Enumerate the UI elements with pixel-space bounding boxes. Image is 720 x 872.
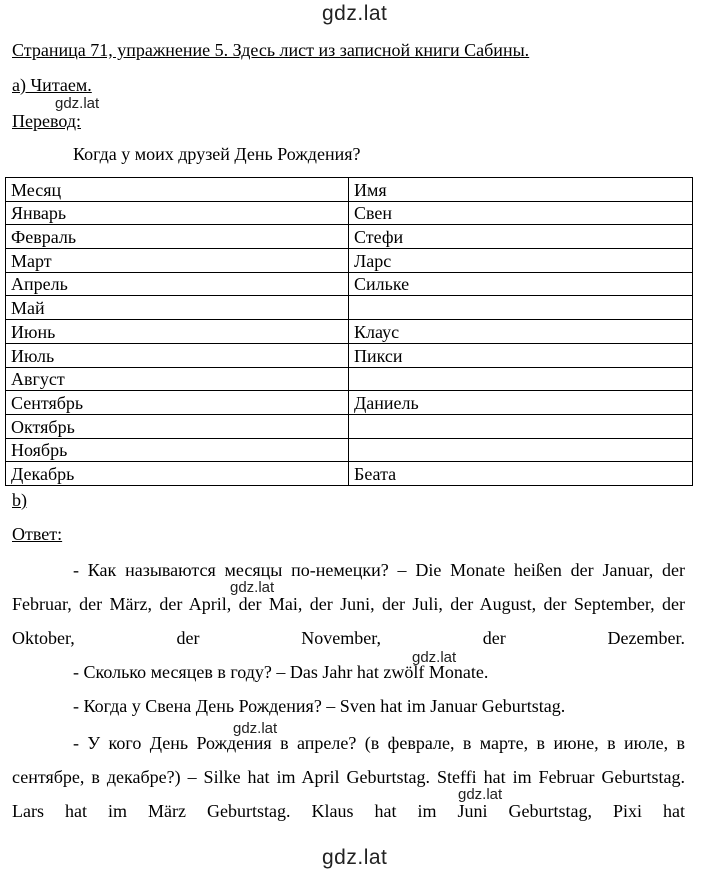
name-cell: Сильке — [349, 272, 693, 296]
name-cell: Пикси — [349, 343, 693, 367]
table-row — [6, 249, 693, 273]
birthday-table — [5, 177, 693, 486]
name-cell: Стефи — [349, 225, 693, 249]
name-cell: Даниель — [349, 391, 693, 415]
month-cell: Январь — [6, 201, 349, 225]
watermark: gdz.lat — [230, 579, 275, 596]
watermark: gdz.lat — [458, 786, 503, 803]
part-b-label: b) — [12, 490, 27, 510]
name-cell: Свен — [349, 201, 693, 225]
watermark-top: gdz.lat — [322, 2, 388, 25]
month-cell: Май — [6, 296, 349, 320]
column-header-name: Имя — [349, 178, 693, 202]
month-cell: Июнь — [6, 320, 349, 344]
month-cell: Июль — [6, 343, 349, 367]
answer-paragraph: - У кого День Рождения в апреле? (в феврале, в марте, в июне, в июле, в сентябре, в декабре?) – Silke hat im April Geburtstag. Steffi hat im Februar Geburtstag. Lars hat im März Geburtstag. Klaus hat im Juni Geburtstag, Pixi hat — [12, 733, 685, 821]
month-cell: Сентябрь — [6, 391, 349, 415]
translation-label: Перевод: — [12, 111, 81, 131]
table-row — [6, 367, 693, 391]
table-row — [6, 201, 693, 225]
name-cell: Клаус — [349, 320, 693, 344]
name-cell — [349, 296, 693, 320]
page-title: Страница 71, упражнение 5. Здесь лист из записной книги Сабины. — [12, 40, 530, 60]
watermark: gdz.lat — [233, 720, 278, 737]
name-cell: Ларс — [349, 249, 693, 273]
name-cell — [349, 414, 693, 438]
table-row — [6, 296, 693, 320]
answer-label: Ответ: — [12, 524, 63, 544]
table-row — [6, 320, 693, 344]
watermark: gdz.lat — [55, 95, 100, 112]
watermark-bottom: gdz.lat — [322, 846, 388, 869]
month-cell: Март — [6, 249, 349, 273]
answer-paragraph: - Как называются месяцы по-немецки? – Die Monate heißen der Januar, der Februar, der März, der April, der Mai, der Juni, der Juli, der August, der September, der Oktober, der November, der Dezember. — [12, 560, 685, 648]
name-cell: Беата — [349, 462, 693, 486]
answer-paragraph: - Сколько месяцев в году? – Das Jahr hat zwölf Monate. — [73, 662, 489, 682]
table-row — [6, 272, 693, 296]
month-cell: Апрель — [6, 272, 349, 296]
answer-paragraph: - Когда у Свена День Рождения? – Sven hat im Januar Geburtstag. — [73, 696, 566, 716]
month-cell: Август — [6, 367, 349, 391]
name-cell — [349, 367, 693, 391]
table-row — [6, 225, 693, 249]
table-row — [6, 414, 693, 438]
table-row — [6, 438, 693, 462]
month-cell: Декабрь — [6, 462, 349, 486]
table-header-row — [6, 178, 693, 202]
table-caption: Когда у моих друзей День Рождения? — [73, 144, 361, 164]
month-cell: Февраль — [6, 225, 349, 249]
table-row — [6, 462, 693, 486]
table-row — [6, 343, 693, 367]
month-cell: Ноябрь — [6, 438, 349, 462]
part-a-label: a) Читаем. — [12, 75, 92, 95]
column-header-month: Месяц — [6, 178, 349, 202]
month-cell: Октябрь — [6, 414, 349, 438]
table-row — [6, 391, 693, 415]
name-cell — [349, 438, 693, 462]
watermark: gdz.lat — [412, 649, 457, 666]
